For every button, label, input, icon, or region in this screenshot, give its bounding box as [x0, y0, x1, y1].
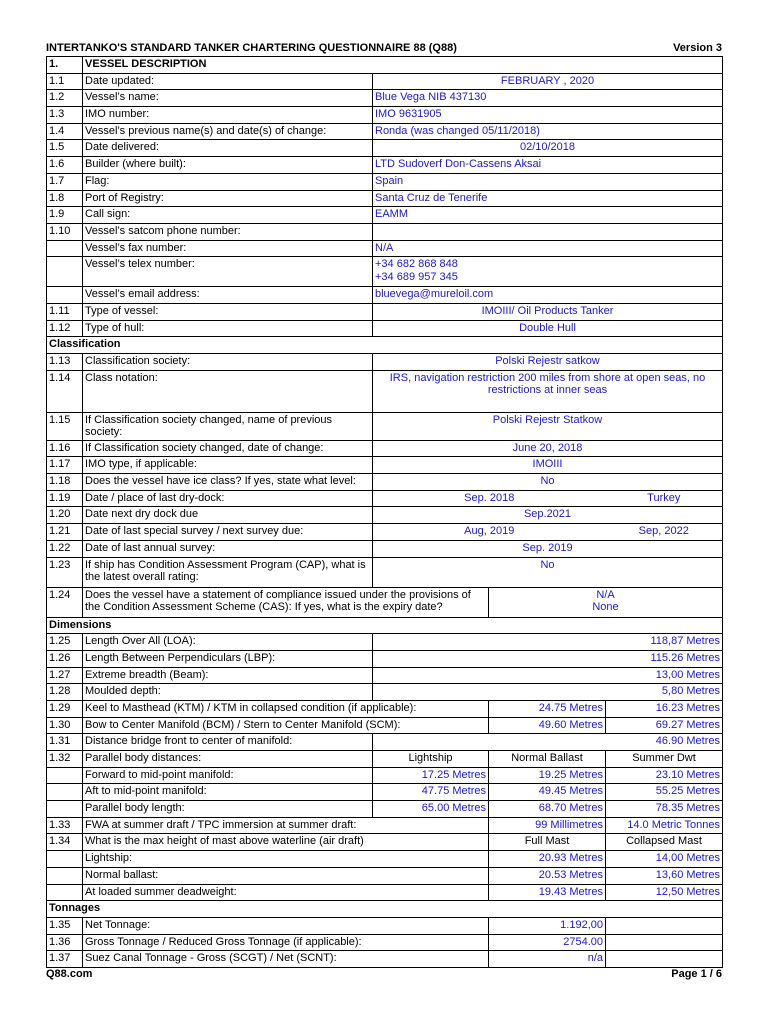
row-value: 19.43 Metres	[489, 884, 606, 901]
row-number: 1.15	[47, 412, 83, 440]
row-label: If Classification society changed, name of previous society:	[83, 412, 373, 440]
table-row	[47, 917, 723, 934]
row-label: Call sign:	[83, 207, 373, 224]
column-header-lightship: Lightship	[373, 751, 489, 768]
row-label: Type of hull:	[83, 320, 373, 337]
row-number	[47, 287, 83, 304]
table-row	[47, 173, 723, 190]
row-label: Lightship:	[83, 851, 489, 868]
row-value: 118,87 Metres	[373, 634, 723, 651]
row-label: Length Over All (LOA):	[83, 634, 373, 651]
row-value: N/A	[373, 240, 723, 257]
row-number: 1.4	[47, 123, 83, 140]
row-label: Vessel’s email address:	[83, 287, 373, 304]
row-value-2: 14,00 Metres	[606, 851, 723, 868]
row-value-summer-dwt: 78.35 Metres	[606, 801, 723, 818]
row-value-normal-ballast: 68.70 Metres	[489, 801, 606, 818]
row-value: 20.93 Metres	[489, 851, 606, 868]
table-row	[47, 634, 723, 651]
row-value: 49.60 Metres	[489, 717, 606, 734]
table-row	[47, 801, 723, 818]
table-row	[47, 851, 723, 868]
row-number: 1.12	[47, 320, 83, 337]
table-row	[47, 157, 723, 174]
table-row	[47, 412, 723, 440]
row-number: 1.5	[47, 140, 83, 157]
row-number: 1.37	[47, 951, 83, 968]
row-label: If ship has Condition Assessment Program (CAP), what is the latest overall rating:	[83, 557, 373, 587]
row-value: EAMM	[373, 207, 723, 224]
table-row	[47, 457, 723, 474]
row-number	[47, 257, 83, 287]
row-label: IMO number:	[83, 107, 373, 124]
table-row	[47, 934, 723, 951]
table-row	[47, 474, 723, 491]
row-label: Vessel’s name:	[83, 90, 373, 107]
row-label: If Classification society changed, date of change:	[83, 440, 373, 457]
row-number: 1.10	[47, 223, 83, 240]
section-vessel-description	[47, 57, 723, 74]
row-value: Aug, 2019	[373, 524, 606, 541]
table-row	[47, 354, 723, 371]
row-value-lightship: 65.00 Metres	[373, 801, 489, 818]
row-label: Type of vessel:	[83, 303, 373, 320]
row-value: Santa Cruz de Tenerife	[373, 190, 723, 207]
row-label: Moulded depth:	[83, 684, 373, 701]
questionnaire-table	[46, 56, 723, 968]
row-value: 13,00 Metres	[373, 667, 723, 684]
row-number	[47, 884, 83, 901]
table-row	[47, 587, 723, 617]
section-title: Dimensions	[47, 617, 723, 634]
column-header-full-mast: Full Mast	[489, 834, 606, 851]
row-number: 1.35	[47, 917, 83, 934]
row-value: Sep.2021	[373, 507, 723, 524]
telex-number-1: +34 682 868 848	[375, 258, 458, 271]
row-value: Spain	[373, 173, 723, 190]
section-dimensions	[47, 617, 723, 634]
row-value: 20.53 Metres	[489, 867, 606, 884]
row-value	[489, 587, 723, 617]
row-label: Port of Registry:	[83, 190, 373, 207]
row-number	[47, 801, 83, 818]
row-number	[47, 784, 83, 801]
row-label: Aft to mid-point manifold:	[83, 784, 373, 801]
row-number: 1.13	[47, 354, 83, 371]
page-number: Page 1 / 6	[671, 968, 722, 980]
section-title: VESSEL DESCRIPTION	[83, 57, 723, 74]
row-value: 46.90 Metres	[373, 734, 723, 751]
table-row	[47, 540, 723, 557]
cas-expiry: None	[592, 601, 619, 613]
telex-number-2: +34 689 957 345	[375, 270, 458, 283]
row-label: Date updated:	[83, 73, 373, 90]
table-row	[47, 320, 723, 337]
row-value-2: Sep, 2022	[606, 524, 723, 541]
row-label: Builder (where built):	[83, 157, 373, 174]
row-value: LTD Sudoverf Don-Cassens Aksai	[373, 157, 723, 174]
row-label: Distance bridge front to center of manifold:	[83, 734, 373, 751]
row-label: Date of last special survey / next survey due:	[83, 524, 373, 541]
row-label: What is the max height of mast above waterline (air draft)	[83, 834, 489, 851]
row-number: 1.2	[47, 90, 83, 107]
row-number: 1.36	[47, 934, 83, 951]
row-label: Extreme breadth (Beam):	[83, 667, 373, 684]
row-number: 1.33	[47, 817, 83, 834]
row-value-summer-dwt: 23.10 Metres	[606, 767, 723, 784]
row-number: 1.19	[47, 490, 83, 507]
row-value: IMOIII	[373, 457, 723, 474]
document-header	[46, 42, 722, 54]
row-label: Length Between Perpendiculars (LBP):	[83, 650, 373, 667]
table-row	[47, 507, 723, 524]
row-value-2: 13,60 Metres	[606, 867, 723, 884]
row-label: Does the vessel have ice class? If yes, state what level:	[83, 474, 373, 491]
row-value: 24.75 Metres	[489, 700, 606, 717]
table-row	[47, 303, 723, 320]
row-value-lightship: 47.75 Metres	[373, 784, 489, 801]
row-label: Date delivered:	[83, 140, 373, 157]
table-row	[47, 240, 723, 257]
row-label: Net Tonnage:	[83, 917, 489, 934]
row-label: Vessel’s telex number:	[83, 257, 373, 287]
table-row	[47, 767, 723, 784]
row-number: 1.23	[47, 557, 83, 587]
row-label: Date / place of last dry-dock:	[83, 490, 373, 507]
row-value: n/a	[489, 951, 606, 968]
row-label: Vessel’s fax number:	[83, 240, 373, 257]
table-row	[47, 557, 723, 587]
row-number: 1.34	[47, 834, 83, 851]
row-label: Normal ballast:	[83, 867, 489, 884]
row-label: Suez Canal Tonnage - Gross (SCGT) / Net (SCNT):	[83, 951, 489, 968]
row-value-normal-ballast: 19.25 Metres	[489, 767, 606, 784]
row-label: Parallel body distances:	[83, 751, 373, 768]
row-label: Does the vessel have a statement of compliance issued under the provisions of the Condition Assessment Scheme (CAS): If yes, what is the expiry date?	[83, 587, 489, 617]
row-value: No	[373, 557, 723, 587]
column-header-summer-dwt: Summer Dwt	[606, 751, 723, 768]
row-value: IRS, navigation restriction 200 miles from shore at open seas, no restrictions at inner seas	[373, 370, 723, 412]
row-value-2: 12,50 Metres	[606, 884, 723, 901]
row-number: 1.30	[47, 717, 83, 734]
row-value-normal-ballast: 49.45 Metres	[489, 784, 606, 801]
row-label: At loaded summer deadweight:	[83, 884, 489, 901]
row-value-2	[606, 917, 723, 934]
section-classification	[47, 337, 723, 354]
section-number: 1.	[47, 57, 83, 74]
row-value: Sep. 2018	[373, 490, 606, 507]
row-value: Polski Rejestr Statkow	[373, 412, 723, 440]
row-label: Classification society:	[83, 354, 373, 371]
row-value: June 20, 2018	[373, 440, 723, 457]
row-value-2	[606, 951, 723, 968]
row-number: 1.21	[47, 524, 83, 541]
row-value: IMO 9631905	[373, 107, 723, 124]
section-title: Classification	[47, 337, 723, 354]
row-value-summer-dwt: 55.25 Metres	[606, 784, 723, 801]
table-row	[47, 123, 723, 140]
row-label: Forward to mid-point manifold:	[83, 767, 373, 784]
row-number: 1.18	[47, 474, 83, 491]
table-row	[47, 257, 723, 287]
table-row	[47, 370, 723, 412]
table-row	[47, 490, 723, 507]
row-label: Class notation:	[83, 370, 373, 412]
document-footer	[46, 968, 722, 980]
row-number: 1.14	[47, 370, 83, 412]
table-row	[47, 700, 723, 717]
row-number	[47, 240, 83, 257]
row-number: 1.22	[47, 540, 83, 557]
row-number	[47, 851, 83, 868]
table-row	[47, 207, 723, 224]
table-row	[47, 107, 723, 124]
row-value: Blue Vega NIB 437130	[373, 90, 723, 107]
row-value: 115.26 Metres	[373, 650, 723, 667]
table-row	[47, 524, 723, 541]
row-value: 99 Millimetres	[489, 817, 606, 834]
row-number: 1.32	[47, 751, 83, 768]
version-label: Version 3	[673, 42, 722, 54]
row-label: Flag:	[83, 173, 373, 190]
row-value: bluevega@mureloil.com	[373, 287, 723, 304]
table-row	[47, 717, 723, 734]
row-number: 1.31	[47, 734, 83, 751]
row-value: 2754.00	[489, 934, 606, 951]
row-label: Gross Tonnage / Reduced Gross Tonnage (if applicable):	[83, 934, 489, 951]
table-row	[47, 867, 723, 884]
row-value: 02/10/2018	[373, 140, 723, 157]
row-number: 1.29	[47, 700, 83, 717]
row-value: 1.192,00	[489, 917, 606, 934]
row-value	[373, 223, 723, 240]
row-label: IMO type, if applicable:	[83, 457, 373, 474]
row-number: 1.20	[47, 507, 83, 524]
row-label: Date of last annual survey:	[83, 540, 373, 557]
table-row	[47, 684, 723, 701]
row-value-2: 69.27 Metres	[606, 717, 723, 734]
table-row	[47, 650, 723, 667]
row-number: 1.6	[47, 157, 83, 174]
column-header-normal-ballast: Normal Ballast	[489, 751, 606, 768]
row-value: IMOIII/ Oil Products Tanker	[373, 303, 723, 320]
row-number: 1.26	[47, 650, 83, 667]
row-value-2	[606, 934, 723, 951]
document-title: INTERTANKO'S STANDARD TANKER CHARTERING QUESTIONNAIRE 88 (Q88)	[46, 42, 457, 54]
row-value-2: Turkey	[606, 490, 723, 507]
table-row	[47, 734, 723, 751]
row-label: Bow to Center Manifold (BCM) / Stern to Center Manifold (SCM):	[83, 717, 489, 734]
row-value: 5,80 Metres	[373, 684, 723, 701]
row-value: FEBRUARY , 2020	[373, 73, 723, 90]
table-row	[47, 90, 723, 107]
table-row	[47, 784, 723, 801]
row-value	[373, 257, 723, 287]
row-value: Polski Rejestr satkow	[373, 354, 723, 371]
table-row	[47, 667, 723, 684]
row-label: Keel to Masthead (KTM) / KTM in collapsed condition (if applicable):	[83, 700, 489, 717]
row-label: FWA at summer draft / TPC immersion at summer draft:	[83, 817, 489, 834]
row-number: 1.16	[47, 440, 83, 457]
table-row	[47, 190, 723, 207]
row-number: 1.7	[47, 173, 83, 190]
row-number: 1.1	[47, 73, 83, 90]
table-row	[47, 817, 723, 834]
row-number	[47, 767, 83, 784]
row-number: 1.27	[47, 667, 83, 684]
row-label: Vessel’s satcom phone number:	[83, 223, 373, 240]
row-value: Sep. 2019	[373, 540, 723, 557]
table-row	[47, 287, 723, 304]
row-value-2: 14.0 Metric Tonnes	[606, 817, 723, 834]
row-value: No	[373, 474, 723, 491]
table-row	[47, 440, 723, 457]
row-number: 1.3	[47, 107, 83, 124]
table-row	[47, 951, 723, 968]
row-value-lightship: 17.25 Metres	[373, 767, 489, 784]
row-number: 1.28	[47, 684, 83, 701]
row-number: 1.17	[47, 457, 83, 474]
column-header-collapsed-mast: Collapsed Mast	[606, 834, 723, 851]
table-row	[47, 140, 723, 157]
footer-site: Q88.com	[46, 968, 93, 980]
table-row	[47, 834, 723, 851]
row-value-2: 16.23 Metres	[606, 700, 723, 717]
row-number	[47, 867, 83, 884]
row-number: 1.11	[47, 303, 83, 320]
table-row	[47, 223, 723, 240]
cas-value: N/A	[596, 588, 615, 601]
row-number: 1.9	[47, 207, 83, 224]
row-number: 1.25	[47, 634, 83, 651]
row-label: Vessel’s previous name(s) and date(s) of change:	[83, 123, 373, 140]
row-value: Double Hull	[373, 320, 723, 337]
table-row	[47, 751, 723, 768]
row-label: Date next dry dock due	[83, 507, 373, 524]
section-tonnages	[47, 901, 723, 918]
row-value: Ronda (was changed 05/11/2018)	[373, 123, 723, 140]
row-label: Parallel body length:	[83, 801, 373, 818]
section-title: Tonnages	[47, 901, 723, 918]
table-row	[47, 73, 723, 90]
table-row	[47, 884, 723, 901]
row-number: 1.8	[47, 190, 83, 207]
row-number: 1.24	[47, 587, 83, 617]
